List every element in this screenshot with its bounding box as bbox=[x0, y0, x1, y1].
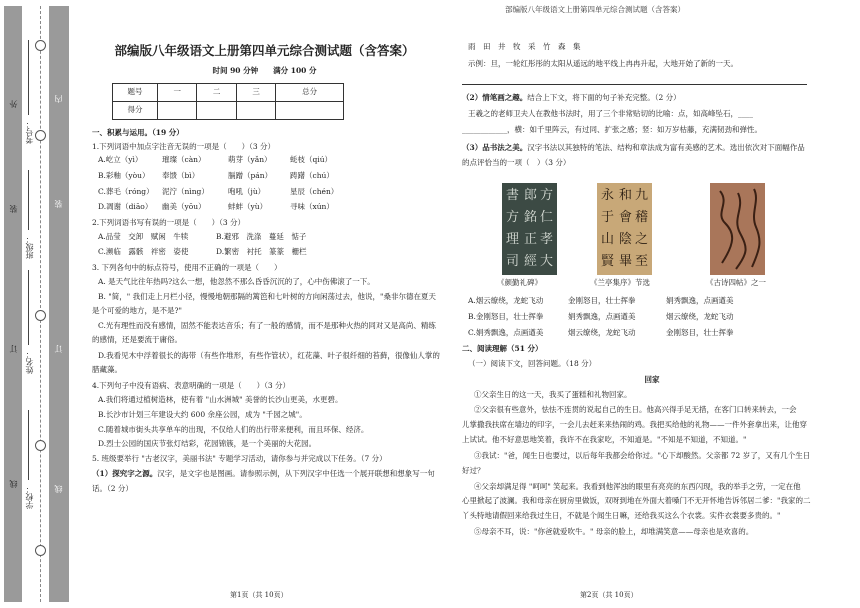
left-column bbox=[92, 42, 440, 495]
caption-2: 《兰亭集序》节选 bbox=[590, 278, 650, 287]
section-heading: 二、阅读理解（51 分） bbox=[462, 343, 543, 353]
q1-option: 星辰（chén） bbox=[290, 186, 339, 196]
svg-text:理: 理 bbox=[506, 232, 520, 247]
svg-text:經: 經 bbox=[524, 254, 538, 269]
outer-binding-strip bbox=[4, 6, 22, 602]
q3-option-c-cont: 的感情，还是要流于庸俗。 bbox=[92, 335, 182, 345]
score-header: 题号 bbox=[113, 84, 158, 102]
svg-text:九: 九 bbox=[635, 188, 649, 203]
q5-part2-line2: ____________，横：如千里阵云，有过同、扩张之感；竖：如万岁枯藤，充满韧劲和弹性。 bbox=[462, 124, 762, 134]
score-header: 二 bbox=[197, 84, 236, 102]
q4-option-d: D.烈士公园的国庆节张灯结彩，花园锦簇，是一个美丽的大花园。 bbox=[98, 439, 317, 449]
svg-text:陰: 陰 bbox=[619, 232, 633, 247]
q5-part1-text: 汉字，是文字也是图画。请参照示例，从下列汉字中任选一个展开联想和想象写一句 bbox=[157, 469, 435, 479]
page-header: 部编版八年级语文上册第四单元综合测试题（含答案） bbox=[505, 5, 685, 14]
right-column bbox=[462, 42, 842, 169]
q1-option: C.葬毛（róng） bbox=[98, 186, 154, 196]
article-paragraph-cont: 儿掌撒我扶席在墙边的印字，一会儿去赶来来热闹的鸡。我把买给他的礼物——一件外套拿出来，让他穿 bbox=[462, 420, 807, 429]
q1-option: 奉馈（bì） bbox=[162, 170, 200, 180]
binding-mark: 线 bbox=[9, 480, 18, 488]
section-heading: 一、积累与运用。（19 分） bbox=[92, 128, 184, 137]
article-paragraph: ③我试："爸，闻生日也要过，以后每年我都会给你过。"心下却酸然。父亲都 72 岁了，又有几个生日 bbox=[474, 450, 811, 460]
q3-option-a: A. 是天气比往年热吗?这么一想，他忽然不那么昏昏沉沉的了，心中伤佛滚了一下。 bbox=[98, 276, 375, 286]
page-number-right: 第2页（共 10页） bbox=[580, 591, 638, 599]
exam-no-label: 考号： bbox=[25, 120, 34, 144]
svg-text:畢: 畢 bbox=[619, 254, 633, 269]
answer-line bbox=[462, 84, 807, 85]
article-title: 回家 bbox=[644, 375, 660, 385]
binding-hole bbox=[35, 130, 46, 141]
binding-mark: 订 bbox=[54, 345, 63, 353]
q1-option: 寻味（xún） bbox=[290, 202, 334, 212]
binding-mark: 外 bbox=[9, 100, 18, 108]
character-list: 雨 田 井 牧 采 竹 森 集 bbox=[468, 42, 581, 51]
q5-part3-text: 汉字书法以其独特的笔法、结构和章法成为富有美感的艺术。选出依次对下面幅作品 bbox=[527, 143, 805, 153]
q1-option: 泥泞（nìng） bbox=[162, 186, 209, 196]
q2-option: B.避邪 洗涤 蔓延 惦子 bbox=[216, 232, 307, 242]
binding-hole bbox=[35, 545, 46, 556]
q3-option-b-cont: 是个可爱的地方，是不是?" bbox=[92, 305, 182, 315]
binding-hole bbox=[35, 440, 46, 451]
article-paragraph: ①父亲生日的这一天，我买了蛋糕和礼物回家。 bbox=[474, 390, 632, 400]
binding-margin bbox=[0, 0, 72, 608]
svg-text:稽: 稽 bbox=[635, 210, 649, 225]
question-5: 5. 班级要举行 "古老汉字，美丽书法" 专题学习活动，请你参与并完成以下任务。（7 分） bbox=[92, 454, 387, 464]
svg-text:司: 司 bbox=[506, 254, 520, 269]
q1-option: 幽美（yōu） bbox=[162, 202, 206, 212]
question-3: 3. 下列各句中的标点符号，使用不正确的一项是（ ） bbox=[92, 262, 282, 272]
svg-text:之: 之 bbox=[635, 232, 649, 247]
score-cell[interactable] bbox=[276, 102, 344, 120]
score-header: 三 bbox=[236, 84, 275, 102]
q3-option-c: C.光有理性而没有感情，固然不能表达音乐；有了一般的感情，而不是那种火热的同对又是高尚、精练 bbox=[98, 321, 436, 331]
q5-part3-title: （3）品书法之美。 bbox=[462, 143, 528, 153]
q1-option: A.屹立（yì） bbox=[98, 154, 143, 164]
svg-text:郎: 郎 bbox=[524, 188, 538, 203]
class-label: 班级： bbox=[25, 235, 34, 259]
exam-title: 部编版八年级语文上册第四单元综合测试题（含答案） bbox=[114, 43, 415, 58]
q2-option: D.繁密 衬托 篆篆 栅栏 bbox=[216, 247, 307, 256]
article-paragraph: ②父亲很有些意外，怯怯不连贯的说起自己的生日。他高兴得手足无措，在客门口转来转去，一会 bbox=[474, 405, 797, 415]
q4-option-c: C.随着城市街头共享单车的出现，不仅给人们的出行带来便利，而且环保、经济。 bbox=[98, 424, 369, 434]
exam-subtitle: 时间 90 分钟 满分 100 分 bbox=[212, 66, 317, 76]
q5-part2-line1: 王羲之的老师卫夫人在教他书法时，用了三个非常贴切的比喻：点，如高峰坠石，____ bbox=[468, 108, 753, 118]
svg-text:于: 于 bbox=[601, 210, 615, 225]
q1-option: B.彩釉（yòu） bbox=[98, 170, 150, 180]
q3-option-b: B. "简，" 我们走上月栏小径，慢慢地朝那隔的篱笆和七叶树的方向闲荡过去，他说，"桑非尔德在夏天 bbox=[98, 291, 437, 301]
q1-option: 咆吼（jù） bbox=[228, 186, 266, 196]
score-header: 一 bbox=[158, 84, 197, 102]
svg-text:方: 方 bbox=[506, 210, 520, 225]
q5-3-option: 金刚怒目，壮士挥拳 bbox=[666, 327, 734, 337]
binding-hole bbox=[35, 40, 46, 51]
calligraphy-strokes-icon bbox=[502, 183, 557, 275]
calligraphy-image-gushisitie bbox=[710, 183, 765, 275]
q1-option: 蚌蚌（yù） bbox=[228, 202, 268, 212]
q1-option: 膈蹭（pán） bbox=[228, 170, 273, 180]
score-cell[interactable] bbox=[197, 102, 236, 120]
q1-option: D.凋谢（diāo） bbox=[98, 202, 153, 212]
svg-text:書: 書 bbox=[506, 188, 520, 203]
q5-3-option: 烟云缭绕，龙蛇飞动 bbox=[568, 327, 636, 337]
score-table bbox=[112, 83, 344, 120]
q5-part2-title: （2）情笔画之趣。 bbox=[462, 92, 528, 102]
q1-option: 萌芽（yǎn） bbox=[228, 154, 272, 164]
reading-subsection: （一）阅读下文，回答问题。（18 分） bbox=[468, 358, 597, 368]
binding-mark: 线 bbox=[54, 485, 63, 493]
calligraphy-image-lanting bbox=[597, 183, 652, 275]
q5-3-option: 烟云缭绕，龙蛇飞动 bbox=[666, 311, 734, 321]
q5-3-option: 娟秀飘逸，点画遒美 bbox=[666, 296, 734, 305]
svg-text:和: 和 bbox=[619, 188, 633, 203]
q5-3-option: C.娟秀飘逸，点画遒美 bbox=[468, 327, 544, 337]
article-paragraph-cont: 心里掀起了波澜。我和母亲在厨房里做饭，双呀到地在外面大着嗓门不无开怀地告诉邻居二爹："我家的二 bbox=[462, 496, 811, 506]
binding-mark: 装 bbox=[54, 200, 63, 208]
example-sentence: 示例：旦，一轮红彤彤的太阳从遥远的地平线上冉冉升起，大地开始了新的一天。 bbox=[468, 58, 738, 68]
article-paragraph-cont: 好过？ bbox=[462, 465, 485, 475]
q4-option-b: B.长沙市计划三年建设大约 600 余座公园，成为 "千园之城"。 bbox=[98, 409, 307, 419]
article-paragraph: ⑤母亲不耳，说："你爸就爱吹牛。" 母亲的脸上，却堆满笑意——母亲也是欢喜的。 bbox=[474, 527, 754, 537]
score-header: 总分 bbox=[276, 84, 344, 102]
page-number-left: 第1页（共 10页） bbox=[230, 591, 288, 599]
svg-text:賢: 賢 bbox=[601, 254, 615, 269]
caption-3: 《古诗四帖》之一 bbox=[706, 278, 766, 287]
svg-text:山: 山 bbox=[601, 232, 615, 247]
q5-part2-text: 结合上下文，将下面的句子补充完整。（2 分） bbox=[527, 92, 681, 102]
question-2: 2.下列词语书写有误的一项是（ ）（3 分） bbox=[92, 218, 246, 228]
svg-text:孝: 孝 bbox=[540, 232, 554, 247]
svg-text:方: 方 bbox=[540, 188, 554, 203]
q3-option-d-cont: 腊藏藻。 bbox=[92, 365, 122, 374]
q5-part1-text-cont: 话。（2 分） bbox=[92, 484, 133, 493]
q5-3-option: 金刚怒目，壮士挥拳 bbox=[568, 296, 636, 305]
score-cell[interactable] bbox=[236, 102, 275, 120]
school-fill-line bbox=[28, 410, 29, 480]
q5-3-option: B.金刚怒目，壮士挥拳 bbox=[468, 311, 544, 321]
q5-3-option: 娟秀飘逸，点画遒美 bbox=[568, 311, 636, 321]
calligraphy-strokes-icon bbox=[710, 183, 765, 275]
calligraphy-image-yanqinli bbox=[502, 183, 557, 275]
svg-text:正: 正 bbox=[524, 232, 538, 247]
binding-mark: 订 bbox=[9, 345, 18, 353]
binding-mark: 装 bbox=[9, 205, 18, 213]
q1-option: 蚝枝（qiú） bbox=[290, 154, 333, 164]
svg-text:永: 永 bbox=[601, 188, 615, 203]
calligraphy-strokes-icon bbox=[597, 183, 652, 275]
q3-option-d: D.我看见木中浮着很长的海带（有些作堆形，有些作管状），红花藻、叶子很纤细的苔藓，很像仙人掌的 bbox=[98, 351, 440, 361]
question-4: 4.下列句子中没有语病、表意明确的一项是（ ）（3 分） bbox=[92, 380, 291, 390]
binding-mark: 内 bbox=[54, 95, 63, 103]
q4-option-a: A.我们将通过植树造林，使有着 "山水洲城" 美誉的长沙山更美，水更碧。 bbox=[98, 394, 343, 404]
class-fill-line bbox=[28, 170, 29, 230]
name-label: 姓名： bbox=[25, 350, 34, 374]
name-fill-line bbox=[28, 270, 29, 345]
question-1: 1.下列词语中加点字注音无误的一项是（ ）（3 分） bbox=[92, 141, 276, 151]
exam-no-fill-line bbox=[28, 40, 29, 115]
binding-hole bbox=[35, 310, 46, 321]
score-row-label: 得分 bbox=[113, 102, 158, 120]
article-paragraph-cont: 丫头特地请假回来给我过生日，不就是个闻生日嘛，还给我买这么个衣裳。实件衣裳要多贵的。" bbox=[462, 511, 781, 521]
q5-3-option: A.烟云缭绕，龙蛇飞动 bbox=[468, 296, 544, 305]
q1-option: 璀璨（càn） bbox=[162, 154, 206, 164]
svg-text:會: 會 bbox=[619, 210, 633, 225]
article-paragraph: ④父亲却满足得 "呵呵" 笑起来。我看到他浑浊的眼里有亮亮的东西闪现，我的举手之劳，一定在他 bbox=[474, 481, 801, 491]
score-cell[interactable] bbox=[158, 102, 197, 120]
q5-part3-text-cont: 的点评恰当的一项（ ）（3 分） bbox=[462, 158, 571, 168]
q5-part1-title: （1）探究字之源。 bbox=[92, 469, 158, 479]
cut-line bbox=[40, 6, 41, 602]
school-label: 学校： bbox=[25, 485, 34, 509]
q2-option: A.品莹 交卸 赋闲 牛犊 bbox=[98, 232, 189, 242]
caption-1: 《颜勤礼碑》 bbox=[497, 278, 542, 287]
q2-option: C.濒临 露骸 袢密 姿使 bbox=[98, 247, 189, 256]
q1-option: 踌躇（chú） bbox=[290, 170, 334, 180]
right-column-lower bbox=[462, 296, 842, 538]
article-paragraph-cont: 上试试。他不好意思地笑着，我许不在我家吃，不知道是。"不知是不知道，不知道。" bbox=[462, 434, 747, 444]
svg-text:銘: 銘 bbox=[524, 210, 538, 225]
svg-text:仁: 仁 bbox=[540, 210, 554, 225]
svg-text:至: 至 bbox=[635, 254, 649, 269]
svg-text:大: 大 bbox=[540, 254, 554, 269]
